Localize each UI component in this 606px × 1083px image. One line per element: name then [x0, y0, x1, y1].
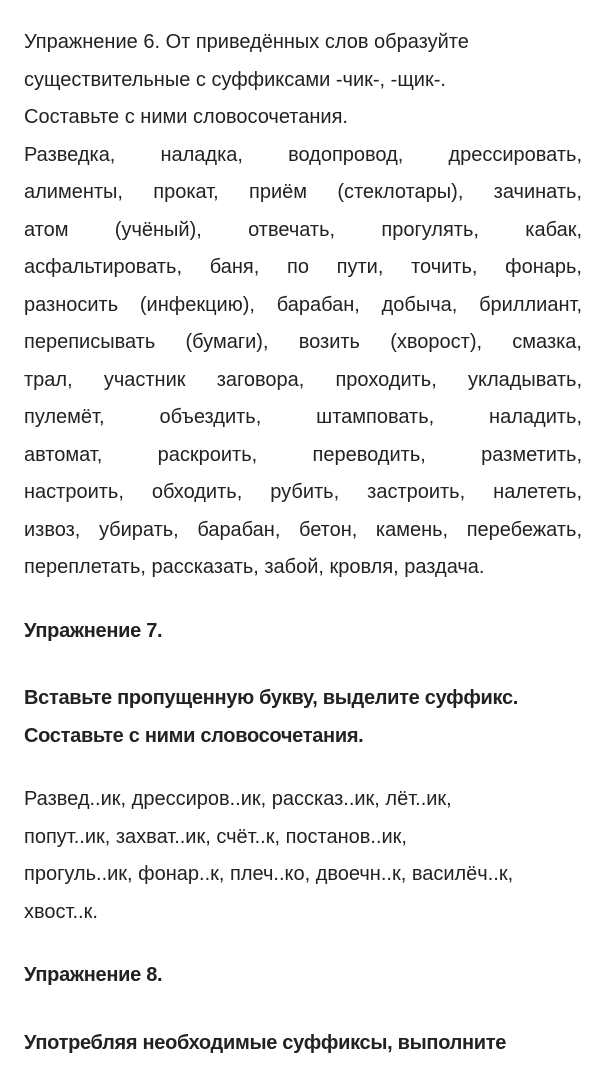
- exercise-8-task-line-1: Употребляя необходимые суффиксы, выполните: [24, 1031, 507, 1054]
- exercise-6-words-line: трал, участник заговора, проходить, укладывать,: [24, 368, 582, 391]
- exercise-7-words-line: прогуль..ик, фонар..к, плеч..ко, двоечн..к, василёч..к,: [24, 863, 514, 885]
- exercise-6-words-line: переписывать (бумаги), возить (хворост), смазка,: [24, 331, 582, 353]
- exercise-6-words-line: переплетать, рассказать, забой, кровля, раздача.: [24, 556, 485, 578]
- exercise-6-words-line: асфальтировать, баня, по пути, точить, фонарь,: [24, 256, 582, 278]
- exercise-6-words-line: автомат, раскроить, переводить, разметить,: [24, 443, 582, 466]
- exercise-6-title-line-2: существительные с суффиксами -чик-, -щик-.: [24, 68, 446, 91]
- document-page: [24, 0, 582, 1062]
- exercise-6-words-line: извоз, убирать, барабан, бетон, камень, перебежать,: [24, 518, 582, 541]
- exercise-6-title-line-1: Упражнение 6. От приведённых слов образуйте: [24, 31, 469, 53]
- exercise-6-words-line: разносить (инфекцию), барабан, добыча, бриллиант,: [24, 293, 582, 316]
- exercise-6-words-line: пулемёт, объездить, штамповать, наладить,: [24, 406, 582, 428]
- exercise-7-task-line-1: Вставьте пропущенную букву, выделите суффикс.: [24, 687, 519, 709]
- exercise-7-words-line: хвост..к.: [24, 900, 98, 923]
- exercise-7-words-line: Развед..ик, дрессиров..ик, рассказ..ик, лёт..ик,: [24, 788, 452, 810]
- exercise-6-words-line: алименты, прокат, приём (стеклотары), зачинать,: [24, 181, 582, 203]
- exercise-7-words-line: попут..ик, захват..ик, счёт..к, постанов..ик,: [24, 825, 407, 848]
- exercise-6-words-line: настроить, обходить, рубить, застроить, налететь,: [24, 481, 582, 503]
- exercise-8-heading: Упражнение 8.: [24, 964, 163, 986]
- exercise-6-words-line: атом (учёный), отвечать, прогулять, кабак,: [24, 218, 582, 241]
- exercise-6-title-line-3: Составьте с ними словосочетания.: [24, 106, 348, 128]
- exercise-6-words-line: Разведка, наладка, водопровод, дрессировать,: [24, 143, 582, 166]
- exercise-7-task-line-2: Составьте с ними словосочетания.: [24, 724, 364, 747]
- exercise-7-heading: Упражнение 7.: [24, 619, 163, 642]
